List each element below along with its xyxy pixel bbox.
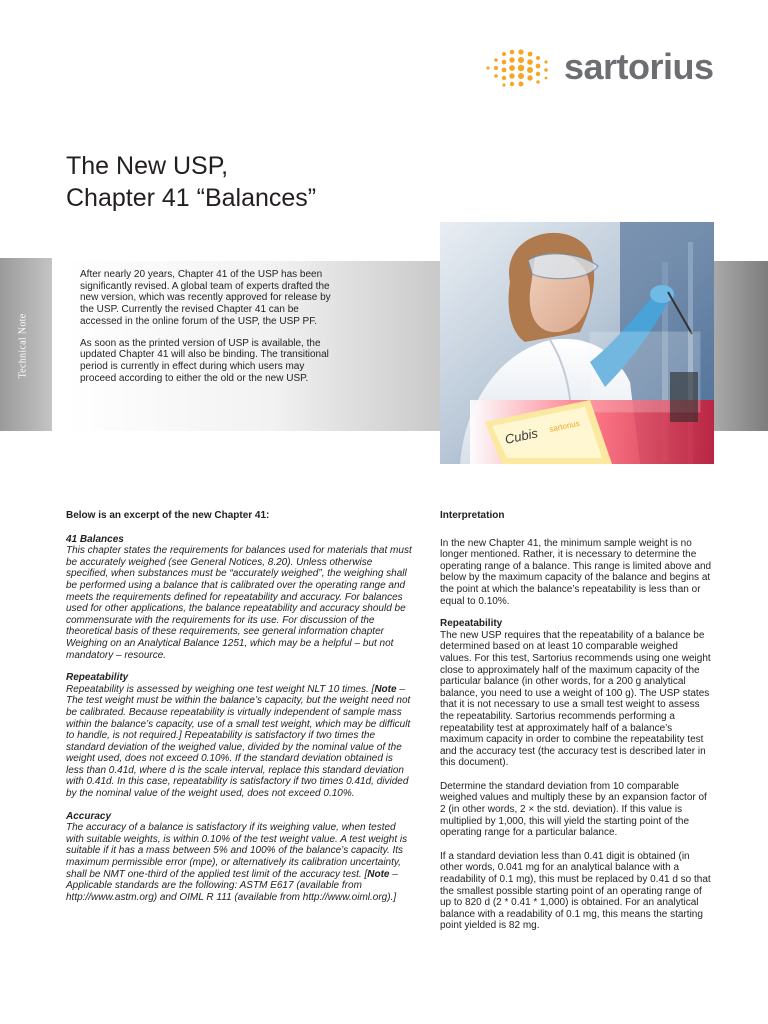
excerpt-lead: Below is an excerpt of the new Chapter 41: (66, 510, 270, 521)
repeatability-text-part1: Repeatability is assessed by weighing one test weight NLT 10 times. [ (66, 683, 375, 695)
intro-paragraph-1: After nearly 20 years, Chapter 41 of the USP has been significantly revised. A global team of experts drafted the new version, which was recently approved for release by the USP. Currently the revised Chapter 41 can be accessed in the online forum of the USP, the USP PF. (80, 269, 331, 327)
brand-wordmark: sartorius (564, 46, 714, 87)
title-line-1: The New USP, (66, 152, 229, 180)
technical-note-text: Technical Note (17, 313, 29, 379)
title-line-2: Chapter 41 “Balances” (66, 184, 317, 212)
std-deviation-paragraph: Determine the standard deviation from 10 comparable weighed values and multiply these by an expansion factor of 2 (in other words, 2 × the std. deviation). If this value is multiplied by 1,000, this will yield the starting point of the operating range for a particular balance. (440, 780, 707, 839)
intro-text (80, 269, 338, 394)
accuracy-text (66, 822, 412, 903)
balance-display-label: Cubis (503, 425, 540, 447)
interpretation-text: In the new Chapter 41, the minimum sample weight is no longer mentioned. Rather, it is necessary to determine the operating range of a balance. This range is limited above and below by the maximum capacity of the balance and begins at the point at which the balance’s repeatability is less than or equal to 0.10%. (440, 537, 712, 607)
repeatability-heading: Repeatability (66, 672, 129, 684)
repeatability-text-right: The new USP requires that the repeatability of a balance be determined based on at least 10 comparable weighed values. For this test, Sartorius recommends using one weight close to approximately half of the maximum capacity of the particular balance (in other words, for a 200 g analytical balance, you need to use a weight of 100 g). The USP states that it is not necessary to use a small test weight to assess the repeatability. Sartorius recommends performing a repeatability test at approximately half of a balance’s maximum capacity in order to combine the repeatability test and the accuracy test (the accuracy test is described later in this document). (440, 629, 711, 769)
right-band (714, 261, 768, 431)
document-title (66, 150, 316, 214)
left-column (66, 510, 412, 903)
balance-brand-label: sartorius (548, 418, 581, 434)
repeatability-text-part2: – The test weight must be within the balance’s capacity, but the weight need not be calibrated. Because repeatability is virtually independent of sample mass within the balance’s capacity, use of a small test weight, which may be difficult to handle, is not required.] Repeatability is satisfactory if two times the standard deviation of the weighed value, divided by the nominal value of the weight used, does not exceed 0.10%. If the standard deviation obtained is less than 0.41d, where d is the scale interval, replace this standard deviation with 0.41d. In this case, repeatability is satisfactory if two times 0.41d, divided by the nominal value of the weight used, does not exceed 0.10%. (66, 683, 411, 800)
readability-paragraph: If a standard deviation less than 0.41 digit is obtained (in other words, 0.041 mg for an analytical balance with a readability of 0.1 mg), this must be replaced by 0.41 d so that the smallest possible starting point of an operating range of up to 820 d (2 * 0.41 * 1,000) is obtained. For an analytical balance with a readability of 0.1 mg, this means the starting point yielded is 82 mg. (440, 850, 711, 932)
accuracy-text-part2: – Applicable standards are the following: ASTM E617 (available from http://www.astm.org) and OIML R 111 (available from http://www.oiml.org).] (66, 868, 398, 903)
lab-photo-illustration (440, 222, 714, 464)
technical-note-label (8, 306, 38, 386)
accuracy-heading: Accuracy (66, 810, 112, 822)
repeatability-text (66, 684, 412, 800)
balances-text: This chapter states the requirements for balances used for materials that must be accurately weighed (see General Notices, 8.20). Unless otherwise specified, when substances must be “accurately weighed”, the weighing shall be performed using a balance that is calibrated over the operating range and meets the requirements defined for repeatability and accuracy. For balances used for other applications, the balance repeatability and accuracy should be commensurate with the requirements for its use. For discussion of the theoretical basis of these requirements, see general information chapter Weighing on an Analytical Balance 1251, which may be a helpful – but not mandatory – resource. (66, 545, 412, 661)
accuracy-text-part1: The accuracy of a balance is satisfactory if its weighing value, when tested with suitable weights, is within 0.10% of the test weight value. A test weight is suitable if it has a mass between 5% and 100% of the balance’s capacity. Its maximum permissible error (mpe), or alternatively its calibration uncertainty, shall be NMT one-third of the applied test limit of the accuracy test. [ (66, 822, 408, 880)
intro-paragraph-2: As soon as the printed version of USP is available, the updated Chapter 41 will also be binding. The transitional period is currently in effect during which users may proceed according to either the old or the new USP. (80, 337, 329, 384)
repeatability-note-label: Note (374, 683, 397, 695)
right-column (440, 510, 712, 932)
accuracy-note-label: Note (367, 868, 390, 880)
balances-heading: 41 Balances (66, 533, 124, 545)
repeatability-heading-right: Repeatability (440, 618, 503, 630)
interpretation-heading: Interpretation (440, 510, 505, 521)
dot-grid-icon (484, 48, 556, 88)
sartorius-logo (484, 44, 724, 90)
lab-photo (440, 222, 714, 464)
